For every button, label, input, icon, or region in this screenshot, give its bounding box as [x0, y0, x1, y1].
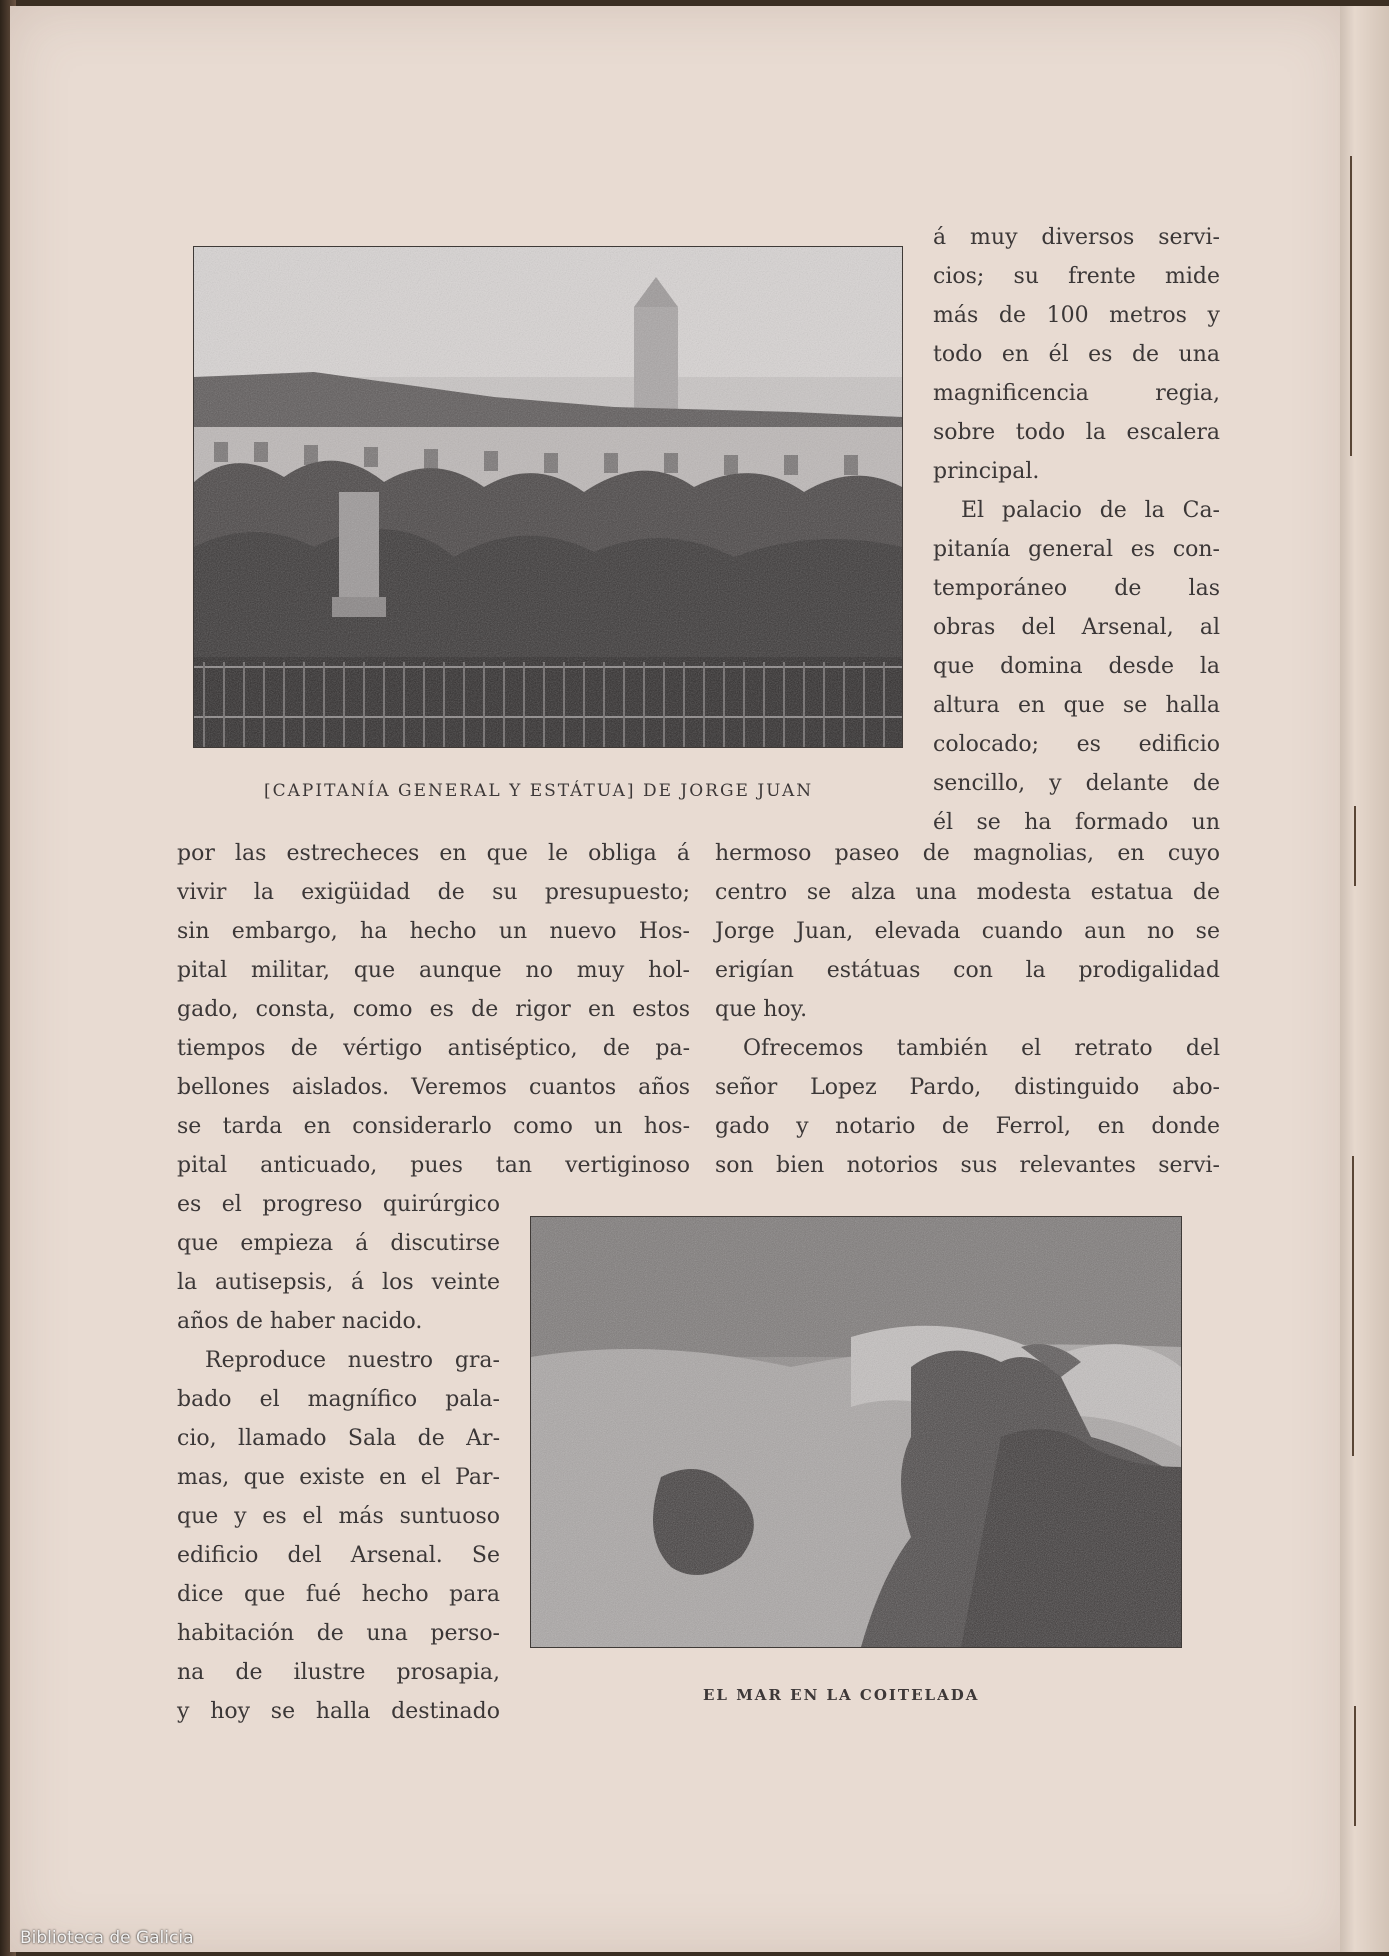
text-line: más de 100 metros y	[933, 303, 1220, 328]
text-line: son bien notorios sus relevantes servi-	[715, 1153, 1220, 1178]
text-line: tiempos de vértigo antiséptico, de pa-	[177, 1036, 690, 1061]
text-line: que hoy.	[715, 997, 808, 1022]
photo-capitania-general	[193, 246, 903, 748]
text-line: hermoso paseo de magnolias, en cuyo	[715, 841, 1220, 866]
text-line: na de ilustre prosapia,	[177, 1660, 500, 1685]
text-line: magnificencia regia,	[933, 381, 1220, 406]
text-line: Ofrecemos también el retrato del	[743, 1036, 1220, 1061]
text-line: gado, consta, como es de rigor en estos	[177, 997, 690, 1022]
text-column-left-bottom	[177, 1185, 500, 1731]
text-line: obras del Arsenal, al	[933, 615, 1220, 640]
text-line: dice que fué hecho para	[177, 1582, 500, 1607]
text-line: erigían estátuas con la prodigalidad	[715, 958, 1220, 983]
text-line: que empieza á discutirse	[177, 1231, 500, 1256]
text-line: á muy diversos servi-	[933, 225, 1220, 250]
text-line: se tarda en considerarlo como un hos-	[177, 1114, 690, 1139]
text-line: sobre todo la escalera	[933, 420, 1220, 445]
text-line: bellones aislados. Veremos cuantos años	[177, 1075, 690, 1100]
fold-mark	[1354, 806, 1356, 886]
text-line: él se ha formado un	[933, 810, 1220, 835]
figure-1-caption: [CAPITANÍA GENERAL Y ESTÁTUA] DE JORGE JUAN	[264, 781, 814, 801]
text-line: cios; su frente mide	[933, 264, 1220, 289]
text-line: temporáneo de las	[933, 576, 1220, 601]
text-line: mas, que existe en el Par-	[177, 1465, 500, 1490]
fold-mark	[1352, 1156, 1354, 1456]
photo-el-mar-coitelada	[530, 1216, 1182, 1648]
text-line: Jorge Juan, elevada cuando aun no se	[715, 919, 1220, 944]
page-fold-strip	[1340, 6, 1389, 1952]
text-line: años de haber nacido.	[177, 1309, 423, 1334]
text-line: colocado; es edificio	[933, 732, 1220, 757]
text-line: bado el magnífico pala-	[177, 1387, 500, 1412]
text-line: la autisepsis, á los veinte	[177, 1270, 500, 1295]
text-line: sin embargo, ha hecho un nuevo Hos-	[177, 919, 690, 944]
text-line: señor Lopez Pardo, distinguido abo-	[715, 1075, 1220, 1100]
text-line: pitanía general es con-	[933, 537, 1220, 562]
text-line: centro se alza una modesta estatua de	[715, 880, 1220, 905]
text-line: edificio del Arsenal. Se	[177, 1543, 500, 1568]
text-column-right-top	[933, 218, 1220, 842]
text-line: sencillo, y delante de	[933, 771, 1220, 796]
text-line: El palacio de la Ca-	[961, 498, 1220, 523]
text-line: principal.	[933, 459, 1040, 484]
text-line: cio, llamado Sala de Ar-	[177, 1426, 500, 1451]
text-line: pital militar, que aunque no muy hol-	[177, 958, 690, 983]
text-line: vivir la exigüidad de su presupuesto;	[177, 880, 690, 905]
text-line: Reproduce nuestro gra-	[205, 1348, 500, 1373]
watermark-text: Biblioteca de Galicia	[20, 1928, 194, 1948]
text-line: es el progreso quirúrgico	[177, 1192, 500, 1217]
text-line: por las estrecheces en que le obliga á	[177, 841, 690, 866]
text-line: que domina desde la	[933, 654, 1220, 679]
text-line: y hoy se halla destinado	[177, 1699, 500, 1724]
text-column-right-mid	[715, 834, 1220, 1185]
fold-mark	[1350, 156, 1352, 456]
text-line: que y es el más suntuoso	[177, 1504, 500, 1529]
page	[10, 6, 1350, 1952]
text-line: pital anticuado, pues tan vertiginoso	[177, 1153, 690, 1178]
text-line: todo en él es de una	[933, 342, 1220, 367]
figure-2-caption: EL MAR EN LA COITELADA	[703, 1686, 980, 1704]
text-line: altura en que se halla	[933, 693, 1220, 718]
text-column-left-mid	[177, 834, 690, 1185]
text-line: gado y notario de Ferrol, en donde	[715, 1114, 1220, 1139]
text-line: habitación de una perso-	[177, 1621, 500, 1646]
fold-mark	[1354, 1706, 1356, 1826]
